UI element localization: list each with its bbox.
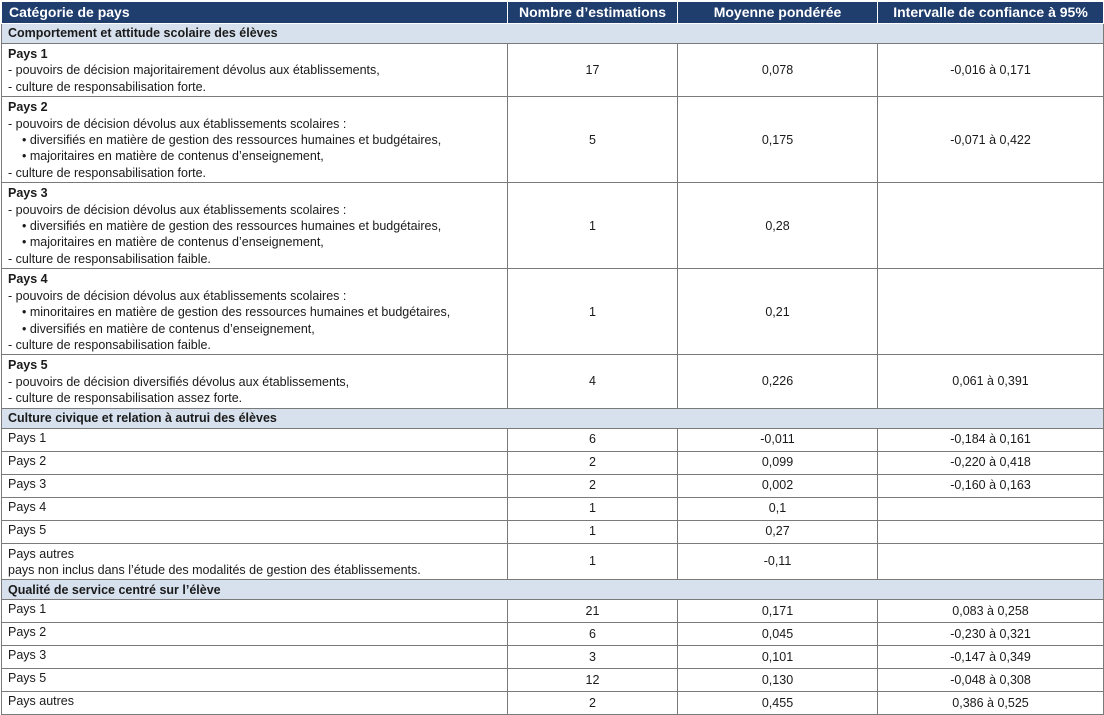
confidence-interval-cell xyxy=(878,497,1104,520)
confidence-interval-cell: -0,220 à 0,418 xyxy=(878,451,1104,474)
weighted-mean-cell: 0,455 xyxy=(678,692,878,715)
table-row xyxy=(2,497,1104,520)
confidence-interval-cell: -0,147 à 0,349 xyxy=(878,646,1104,669)
description-line: Pays 2 xyxy=(8,625,47,640)
estimate-count-cell: 1 xyxy=(508,520,678,543)
description-line: - pouvoirs de décision diversifiés dévolus aux établissements, xyxy=(8,374,350,389)
country-category-cell xyxy=(2,428,508,451)
table-row xyxy=(2,44,1104,97)
weighted-mean-cell: 0,27 xyxy=(678,520,878,543)
description-line: Pays 4 xyxy=(8,499,47,514)
estimate-count-cell: 1 xyxy=(508,183,678,269)
description-line: pays non inclus dans l’étude des modalités de gestion des établissements. xyxy=(8,562,421,577)
bullet-line: • diversifiés en matière de contenus d’enseignement, xyxy=(22,321,315,336)
confidence-interval-cell: -0,230 à 0,321 xyxy=(878,623,1104,646)
country-name: Pays 3 xyxy=(8,186,48,201)
estimate-count-cell: 3 xyxy=(508,646,678,669)
weighted-mean-cell: 0,28 xyxy=(678,183,878,269)
estimate-count-cell: 6 xyxy=(508,428,678,451)
table-row xyxy=(2,474,1104,497)
country-category-cell xyxy=(2,269,508,355)
table-row xyxy=(2,183,1104,269)
estimate-count-cell: 12 xyxy=(508,669,678,692)
estimate-count-cell: 1 xyxy=(508,497,678,520)
description-line: Pays 1 xyxy=(8,430,47,445)
confidence-interval-cell: -0,071 à 0,422 xyxy=(878,97,1104,183)
estimates-table xyxy=(1,1,1104,715)
country-category-cell xyxy=(2,520,508,543)
estimate-count-cell: 2 xyxy=(508,692,678,715)
country-category-cell xyxy=(2,692,508,715)
estimate-count-cell: 6 xyxy=(508,623,678,646)
weighted-mean-cell: -0,011 xyxy=(678,428,878,451)
description-line: - pouvoirs de décision dévolus aux établissements scolaires : xyxy=(8,116,347,131)
country-name: Pays 5 xyxy=(8,358,48,373)
table-row xyxy=(2,428,1104,451)
table-row xyxy=(2,600,1104,623)
estimate-count-cell: 5 xyxy=(508,97,678,183)
weighted-mean-cell: -0,11 xyxy=(678,543,878,580)
estimate-count-cell: 1 xyxy=(508,269,678,355)
weighted-mean-cell: 0,101 xyxy=(678,646,878,669)
country-category-cell xyxy=(2,600,508,623)
confidence-interval-cell xyxy=(878,520,1104,543)
weighted-mean-cell: 0,130 xyxy=(678,669,878,692)
table-row xyxy=(2,451,1104,474)
description-line: Pays autres xyxy=(8,546,75,561)
confidence-interval-cell: 0,386 à 0,525 xyxy=(878,692,1104,715)
country-category-cell xyxy=(2,44,508,97)
confidence-interval-cell: -0,184 à 0,161 xyxy=(878,428,1104,451)
bullet-line: • majoritaires en matière de contenus d’enseignement, xyxy=(22,235,324,250)
confidence-interval-cell xyxy=(878,183,1104,269)
description-line: Pays 2 xyxy=(8,453,47,468)
section-title: Culture civique et relation à autrui des élèves xyxy=(2,408,1104,428)
description-line: Pays 3 xyxy=(8,476,47,491)
description-line: Pays 3 xyxy=(8,648,47,663)
country-category-cell xyxy=(2,451,508,474)
weighted-mean-cell: 0,21 xyxy=(678,269,878,355)
estimate-count-cell: 21 xyxy=(508,600,678,623)
description-line: Pays 5 xyxy=(8,671,47,686)
header-confidence-interval: Intervalle de confiance à 95% xyxy=(878,2,1104,24)
confidence-interval-cell xyxy=(878,269,1104,355)
bullet-line: • diversifiés en matière de gestion des ressources humaines et budgétaires, xyxy=(22,133,442,148)
weighted-mean-cell: 0,045 xyxy=(678,623,878,646)
country-category-cell xyxy=(2,183,508,269)
description-line: Pays 5 xyxy=(8,522,47,537)
confidence-interval-cell: -0,048 à 0,308 xyxy=(878,669,1104,692)
section-title: Comportement et attitude scolaire des élèves xyxy=(2,24,1104,44)
weighted-mean-cell: 0,175 xyxy=(678,97,878,183)
table-row xyxy=(2,669,1104,692)
estimate-count-cell: 2 xyxy=(508,451,678,474)
country-name: Pays 4 xyxy=(8,272,48,287)
description-line: - pouvoirs de décision dévolus aux établissements scolaires : xyxy=(8,288,347,303)
header-count: Nombre d’estimations xyxy=(508,2,678,24)
confidence-interval-cell: 0,083 à 0,258 xyxy=(878,600,1104,623)
estimate-count-cell: 2 xyxy=(508,474,678,497)
description-line: - culture de responsabilisation assez forte. xyxy=(8,391,243,406)
confidence-interval-cell: 0,061 à 0,391 xyxy=(878,355,1104,408)
description-line: - pouvoirs de décision majoritairement dévolus aux établissements, xyxy=(8,63,380,78)
weighted-mean-cell: 0,099 xyxy=(678,451,878,474)
section-title: Qualité de service centré sur l’élève xyxy=(2,580,1104,600)
country-category-cell xyxy=(2,497,508,520)
table-row xyxy=(2,355,1104,408)
confidence-interval-cell xyxy=(878,543,1104,580)
country-category-cell xyxy=(2,669,508,692)
weighted-mean-cell: 0,171 xyxy=(678,600,878,623)
country-category-cell xyxy=(2,623,508,646)
country-category-cell xyxy=(2,543,508,580)
weighted-mean-cell: 0,226 xyxy=(678,355,878,408)
table-row xyxy=(2,692,1104,715)
table-row xyxy=(2,543,1104,580)
country-category-cell xyxy=(2,646,508,669)
estimate-count-cell: 4 xyxy=(508,355,678,408)
header-category: Catégorie de pays xyxy=(2,2,508,24)
country-category-cell xyxy=(2,355,508,408)
table-row xyxy=(2,646,1104,669)
section-row xyxy=(2,580,1104,600)
header-mean: Moyenne pondérée xyxy=(678,2,878,24)
country-category-cell xyxy=(2,474,508,497)
section-row xyxy=(2,408,1104,428)
weighted-mean-cell: 0,078 xyxy=(678,44,878,97)
bullet-line: • majoritaires en matière de contenus d’enseignement, xyxy=(22,149,324,164)
bullet-line: • diversifiés en matière de gestion des ressources humaines et budgétaires, xyxy=(22,219,442,234)
confidence-interval-cell: -0,160 à 0,163 xyxy=(878,474,1104,497)
bullet-line: • minoritaires en matière de gestion des ressources humaines et budgétaires, xyxy=(22,305,451,320)
header-row xyxy=(2,2,1104,24)
confidence-interval-cell: -0,016 à 0,171 xyxy=(878,44,1104,97)
table-row xyxy=(2,623,1104,646)
description-line: - pouvoirs de décision dévolus aux établissements scolaires : xyxy=(8,202,347,217)
description-line: - culture de responsabilisation forte. xyxy=(8,165,207,180)
table-row xyxy=(2,520,1104,543)
estimate-count-cell: 1 xyxy=(508,543,678,580)
description-line: Pays 1 xyxy=(8,602,47,617)
section-row xyxy=(2,24,1104,44)
description-line: - culture de responsabilisation forte. xyxy=(8,79,207,94)
weighted-mean-cell: 0,002 xyxy=(678,474,878,497)
table-body xyxy=(2,24,1104,715)
country-name: Pays 2 xyxy=(8,100,48,115)
description-line: - culture de responsabilisation faible. xyxy=(8,337,211,352)
weighted-mean-cell: 0,1 xyxy=(678,497,878,520)
description-line: Pays autres xyxy=(8,694,75,709)
estimate-count-cell: 17 xyxy=(508,44,678,97)
table-row xyxy=(2,269,1104,355)
country-category-cell xyxy=(2,97,508,183)
table-row xyxy=(2,97,1104,183)
description-line: - culture de responsabilisation faible. xyxy=(8,251,211,266)
country-name: Pays 1 xyxy=(8,47,48,61)
